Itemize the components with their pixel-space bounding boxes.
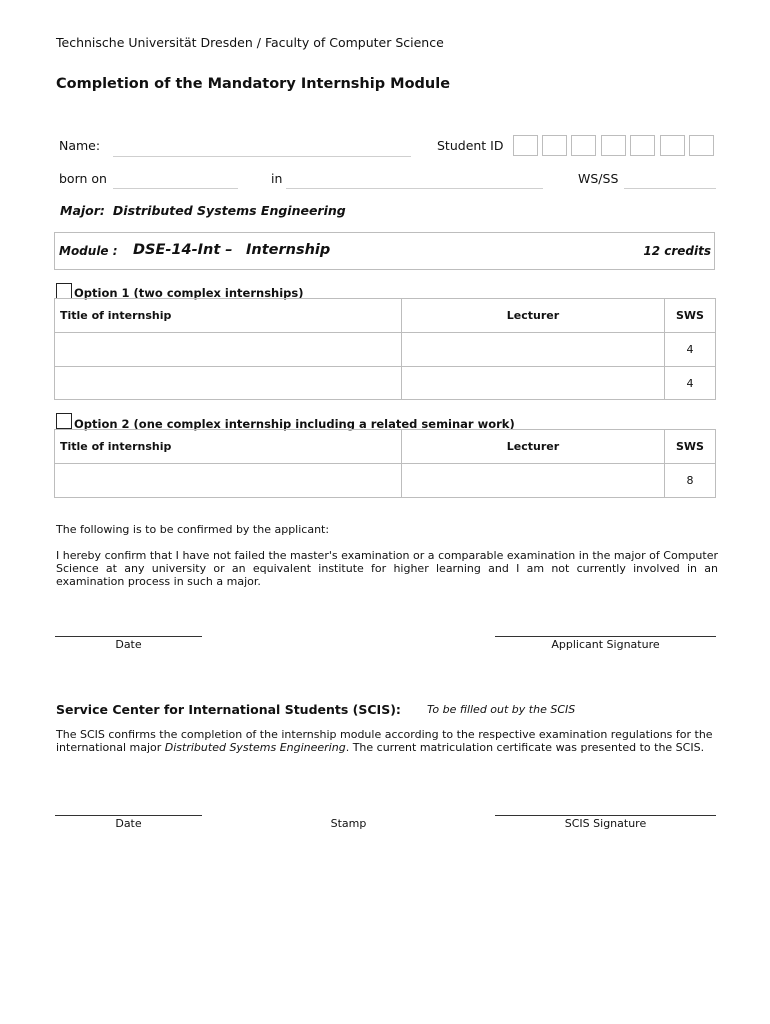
applicant-date-line[interactable]: [55, 636, 202, 637]
module-name: Internship: [246, 242, 331, 258]
student-id-digit-box[interactable]: [601, 135, 626, 156]
sws-cell: 4: [665, 333, 716, 367]
column-header-title: Title of internship: [55, 299, 402, 333]
born-on-label: born on: [59, 171, 107, 186]
page-title: Completion of the Mandatory Internship Module: [56, 76, 451, 92]
module-code: DSE-14-Int –: [133, 242, 233, 258]
ws-ss-label: WS/SS: [578, 171, 619, 186]
lecturer-cell[interactable]: [402, 367, 665, 400]
scis-note: To be filled out by the SCIS: [427, 703, 576, 716]
column-header-sws: SWS: [665, 430, 716, 464]
student-id-label: Student ID: [437, 138, 504, 153]
major-value: Distributed Systems Engineering: [112, 203, 346, 218]
column-header-lecturer: Lecturer: [402, 299, 665, 333]
student-id-digit-box[interactable]: [542, 135, 567, 156]
student-id-digit-box[interactable]: [630, 135, 655, 156]
confirm-statement: I hereby confirm that I have not failed the master's examination or a comparable examination in the major of Computer Science at any university or an equivalent institute for higher learning and I am not currently involved in an examination process in such a major.: [56, 549, 718, 588]
faculty-header: Technische Universität Dresden / Faculty of Computer Science: [56, 35, 444, 50]
applicant-date-label: Date: [115, 638, 142, 651]
lecturer-cell[interactable]: [402, 464, 665, 498]
column-header-lecturer: Lecturer: [402, 430, 665, 464]
applicant-signature-label: Applicant Signature: [551, 638, 660, 651]
scis-title: Service Center for International Students (SCIS):: [56, 702, 401, 717]
internship-title-cell[interactable]: [55, 464, 402, 498]
lecturer-cell[interactable]: [402, 333, 665, 367]
option-1-label: Option 1 (two complex internships): [74, 286, 304, 300]
table-header-row: [55, 430, 716, 464]
ws-ss-field[interactable]: [624, 174, 716, 189]
table-header-row: [55, 299, 716, 333]
student-id-digit-box[interactable]: [513, 135, 538, 156]
scis-date-line[interactable]: [55, 815, 202, 816]
scis-text-major: Distributed Systems Engineering: [164, 741, 346, 754]
sws-cell: 4: [665, 367, 716, 400]
in-label: in: [271, 171, 283, 186]
student-id-digit-box[interactable]: [660, 135, 685, 156]
scis-text-start: The SCIS confirms the completion of the internship module according to the respective examination regulations for the international major: [56, 728, 713, 754]
option-2-checkbox[interactable]: [56, 413, 72, 429]
option-1-checkbox[interactable]: [56, 283, 72, 299]
table-row: [55, 333, 716, 367]
scis-signature-label: SCIS Signature: [564, 817, 647, 830]
scis-text-end: . The current matriculation certificate was presented to the SCIS.: [345, 741, 705, 754]
table-row: [55, 367, 716, 400]
born-on-field[interactable]: [113, 174, 238, 189]
major-label: Major:: [60, 203, 105, 218]
scis-stamp-label: Stamp: [330, 817, 367, 830]
student-id-digit-box[interactable]: [571, 135, 596, 156]
name-field[interactable]: [113, 142, 411, 157]
column-header-title: Title of internship: [55, 430, 402, 464]
option-1-table: [54, 298, 716, 400]
internship-title-cell[interactable]: [55, 333, 402, 367]
scis-date-label: Date: [115, 817, 142, 830]
name-label: Name:: [59, 138, 101, 153]
option-2-table: [54, 429, 716, 498]
major-line: [60, 203, 346, 218]
sws-cell: 8: [665, 464, 716, 498]
student-id-digit-box[interactable]: [689, 135, 714, 156]
module-credits: 12 credits: [643, 244, 711, 258]
confirm-intro: The following is to be confirmed by the applicant:: [56, 523, 330, 536]
scis-signature-line[interactable]: [495, 815, 716, 816]
option-2-label: Option 2 (one complex internship including a related seminar work): [74, 417, 515, 431]
scis-statement: [56, 728, 718, 754]
internship-title-cell[interactable]: [55, 367, 402, 400]
birthplace-field[interactable]: [286, 174, 543, 189]
module-label: Module :: [59, 244, 118, 258]
column-header-sws: SWS: [665, 299, 716, 333]
table-row: [55, 464, 716, 498]
applicant-signature-line[interactable]: [495, 636, 716, 637]
